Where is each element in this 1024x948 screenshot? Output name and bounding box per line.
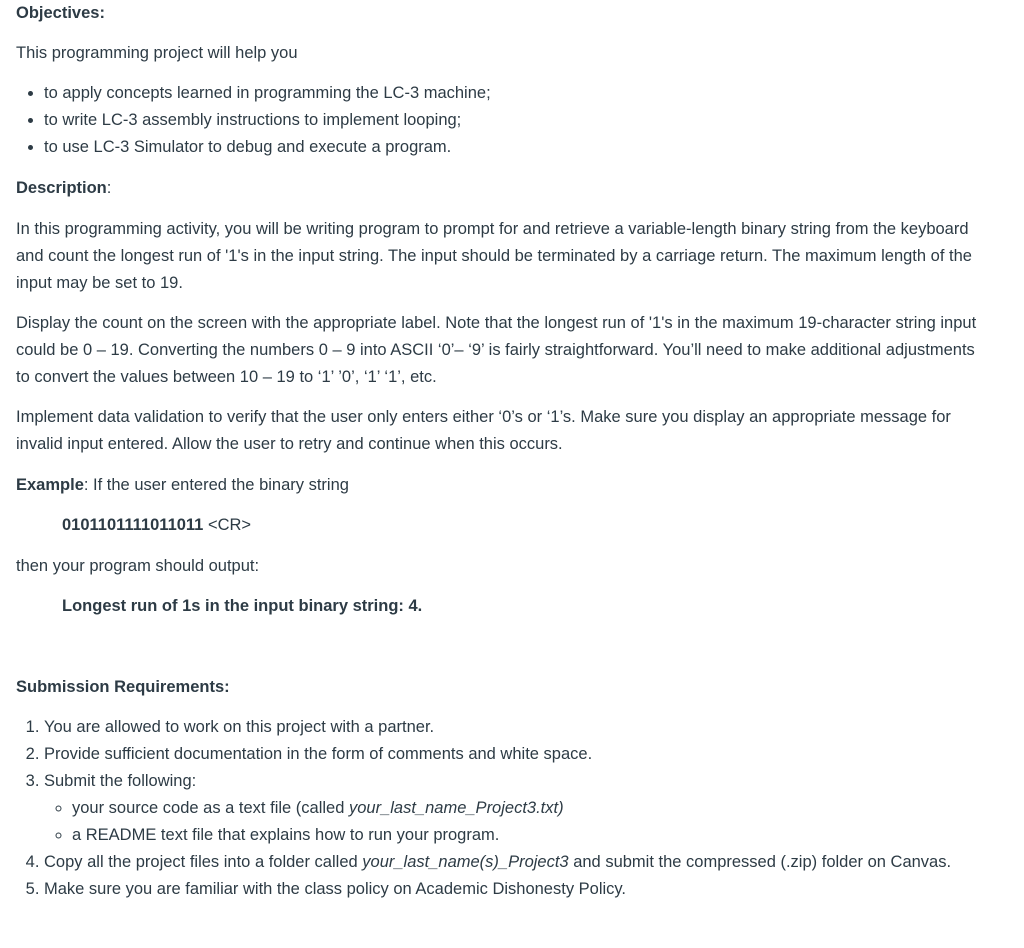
- objectives-heading: Objectives:: [16, 4, 105, 22]
- list-item: 5. Make sure you are familiar with the class policy on Academic Dishonesty Policy.: [44, 876, 984, 903]
- example-output: Longest run of 1s in the input binary string: 4.: [62, 597, 423, 615]
- list-item: 2. Provide sufficient documentation in the form of comments and white space.: [44, 741, 984, 768]
- example-input-bits: 0101101111011011: [62, 516, 204, 534]
- list-item: • to write LC-3 assembly instructions to implement looping;: [44, 107, 984, 134]
- list-item: 3. Submit the following: ◦ your source code as a text file (called your_last_name_Project3.txt) ◦ a README text file that explains how to run your program.: [44, 768, 984, 849]
- example-label: Example: [16, 476, 84, 494]
- description-heading: Description:: [16, 179, 112, 197]
- description-paragraph-3: Implement data validation to verify that the user only enters either ‘0’s or ‘1’s. Make sure you display an appropriate message for invalid input entered. Allow the user to retry and continue when this occurs.: [16, 408, 951, 453]
- description-paragraph-1: In this programming activity, you will be writing program to prompt for and retrieve a variable-length binary string from the keyboard and count the longest run of '1's in the input string. The input should be terminated by a carriage return. The maximum length of the input may be set to 19.: [16, 220, 972, 292]
- list-item: ◦ a README text file that explains how to run your program.: [72, 822, 984, 849]
- list-item: • to apply concepts learned in programming the LC-3 machine;: [44, 80, 984, 107]
- example-input: 0101101111011011 <CR>: [62, 516, 252, 534]
- objectives-intro: This programming project will help you: [16, 44, 298, 62]
- list-item: ◦ your source code as a text file (called your_last_name_Project3.txt): [72, 795, 984, 822]
- example-then: then your program should output:: [16, 557, 260, 575]
- list-item: • to use LC-3 Simulator to debug and execute a program.: [44, 134, 984, 161]
- submission-list: [16, 714, 984, 903]
- submission-heading: Submission Requirements:: [16, 678, 230, 696]
- objectives-list: [16, 80, 984, 161]
- description-paragraph-2: Display the count on the screen with the appropriate label. Note that the longest run of '1's in the maximum 19-character string input could be 0 – 19. Converting the numbers 0 – 9 into ASCII ‘0’– ‘9’ is fairly straightforward. You’ll need to make additional adjustments to convert the values between 10 – 19 to ‘1’ ’0’, ‘1’ ‘1’, etc.: [16, 314, 977, 386]
- example-output-value: 4.: [403, 597, 423, 615]
- example-line: Example: If the user entered the binary string: [16, 476, 349, 494]
- list-item: 4. Copy all the project files into a folder called your_last_name(s)_Project3 and submit the compressed (.zip) folder on Canvas.: [44, 849, 984, 876]
- list-item: 1. You are allowed to work on this project with a partner.: [44, 714, 984, 741]
